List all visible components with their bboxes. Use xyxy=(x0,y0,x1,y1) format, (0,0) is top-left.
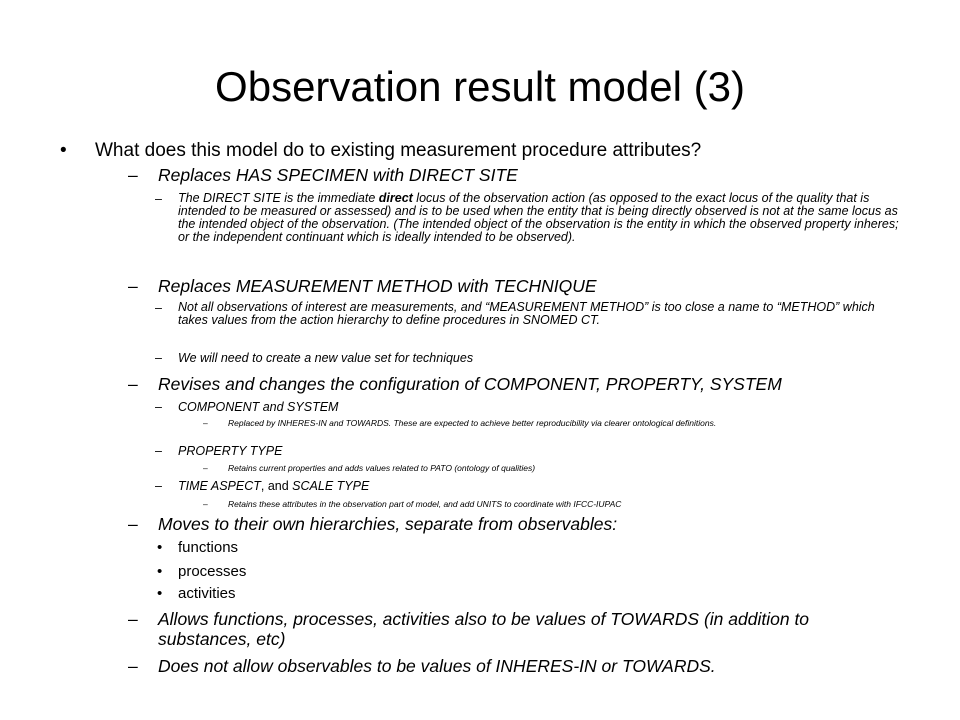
site-heading: Replaces HAS SPECIMEN with DIRECT SITE xyxy=(158,165,518,185)
dash: – xyxy=(128,609,138,629)
dash: – xyxy=(155,351,162,365)
revises-heading: Revises and changes the configuration of COMPONENT, PROPERTY, SYSTEM xyxy=(158,374,782,394)
disallow-heading: Does not allow observables to be values of INHERES-IN or TOWARDS. xyxy=(158,656,716,676)
bullet: • xyxy=(157,585,163,602)
bullet: • xyxy=(157,539,163,556)
component-heading: COMPONENT and SYSTEM xyxy=(178,400,339,414)
dash: – xyxy=(203,418,208,428)
slide-title: Observation result model (3) xyxy=(215,63,745,110)
dash: – xyxy=(155,301,162,315)
dash: – xyxy=(155,444,162,458)
time-heading: TIME ASPECT, and SCALE TYPE xyxy=(178,479,370,493)
dash: – xyxy=(128,514,138,534)
dash: – xyxy=(128,374,138,394)
property-description: Retains current properties and adds values related to PATO (ontology of qualities) xyxy=(228,463,536,473)
list-item: activities xyxy=(178,585,236,602)
dash: – xyxy=(155,400,162,414)
allows-heading: Allows functions, processes, activities also to be values of TOWARDS (in addition to substances, etc) xyxy=(158,609,810,649)
technique-description: Not all observations of interest are measurements, and “MEASUREMENT METHOD” is too close a name to “METHOD” which takes values from the action hierarchy to define procedures in SNOMED CT. xyxy=(178,300,875,327)
bullet: • xyxy=(60,140,67,161)
dash: – xyxy=(155,192,162,206)
moves-heading: Moves to their own hierarchies, separate from observables: xyxy=(158,514,618,534)
technique-heading: Replaces MEASUREMENT METHOD with TECHNIQUE xyxy=(158,276,597,296)
dash: – xyxy=(128,656,138,676)
dash: – xyxy=(203,499,208,509)
list-item: functions xyxy=(178,539,239,556)
site-description: The DIRECT SITE is the immediate direct locus of the observation action (as opposed to the exact locus of the quality that is intended to be measured or assessed) and is to be used when the entity that is being directly observed is not at the same locus as the intended object of the observation. (The intended object of the observation is the entity in which the observed property inheres; or the independent continuant which is ideally intended to be observed). xyxy=(178,191,899,244)
dash: – xyxy=(203,463,208,473)
dash: – xyxy=(128,165,138,185)
technique-valueset: We will need to create a new value set for techniques xyxy=(178,351,474,365)
list-item: processes xyxy=(178,563,247,580)
property-heading: PROPERTY TYPE xyxy=(178,444,283,458)
time-description: Retains these attributes in the observation part of model, and add UNITS to coordinate with IFCC-IUPAC xyxy=(228,499,622,509)
bullet: • xyxy=(157,563,163,580)
component-description: Replaced by INHERES-IN and TOWARDS. These are expected to achieve better reproducibility via clearer ontological definitions. xyxy=(228,418,717,428)
dash: – xyxy=(128,276,138,296)
dash: – xyxy=(155,479,162,493)
question-text: What does this model do to existing measurement procedure attributes? xyxy=(95,140,702,161)
